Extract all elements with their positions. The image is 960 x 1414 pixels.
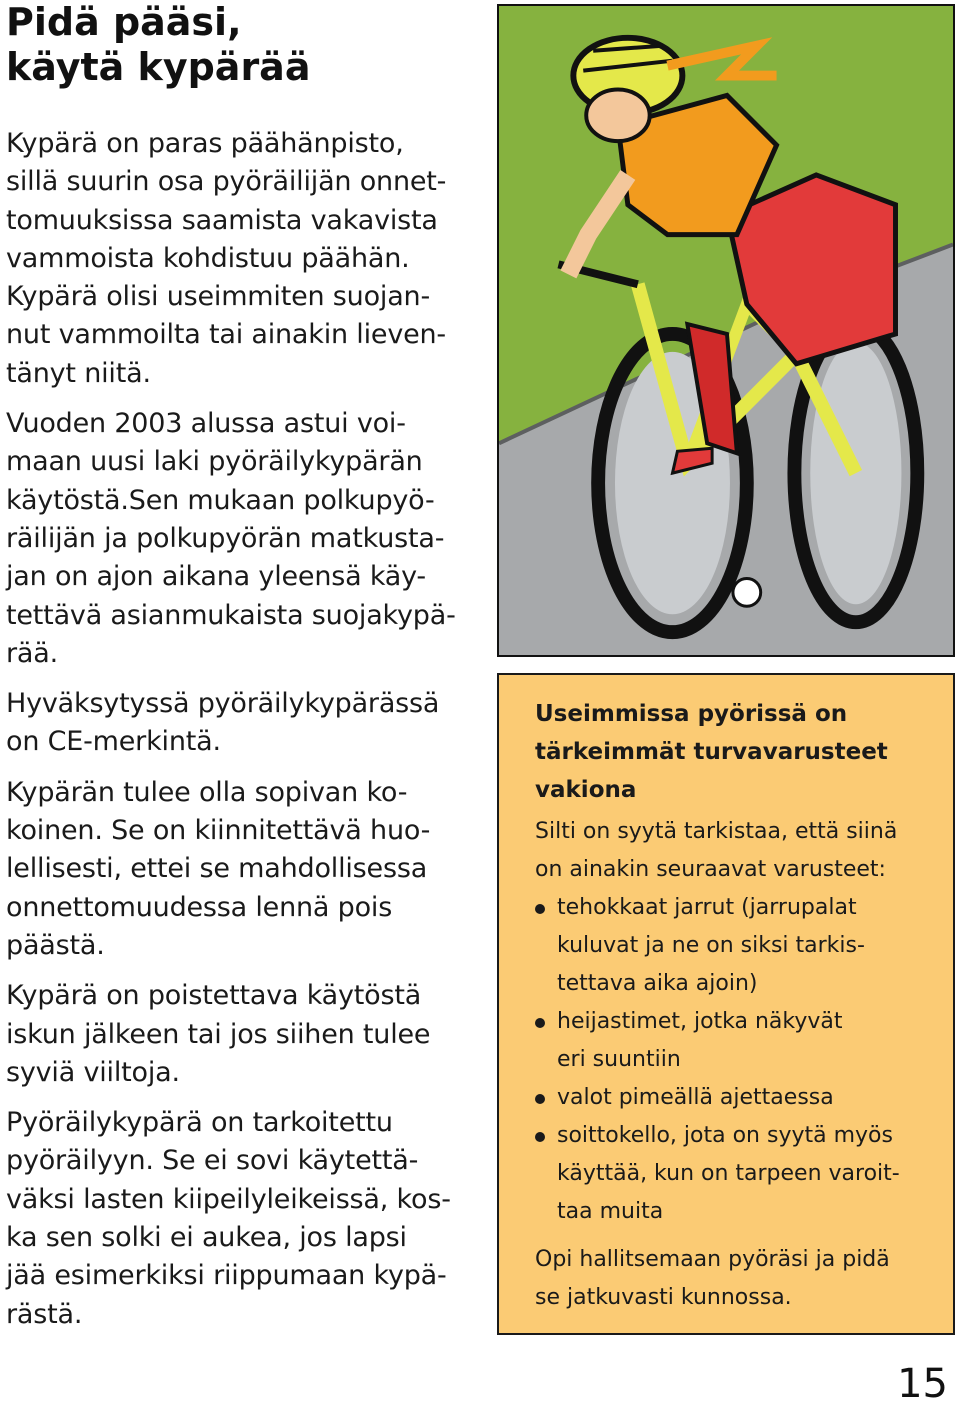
text-line: sillä suurin osa pyöräilijän onnet- (6, 166, 447, 198)
paragraph-law (6, 405, 486, 673)
text-line: taa muita (557, 1199, 664, 1224)
text-line: tomuuksissa saamista vakavista (6, 204, 438, 236)
infobox-heading (535, 695, 933, 809)
text-line: rästä. (6, 1298, 83, 1330)
text-line: soittokello, jota on syytä myös (557, 1123, 893, 1148)
list-item (535, 889, 933, 1003)
text-line: tehokkaat jarrut (jarrupalat (557, 895, 857, 920)
text-line: Kypärä olisi useimmiten suojan- (6, 281, 430, 313)
text-line: Vuoden 2003 alussa astui voi- (6, 408, 406, 440)
infobox-closing (535, 1241, 933, 1317)
text-line: lellisesti, ettei se mahdollisessa (6, 853, 428, 885)
text-line: ka sen solki ei aukea, jos lapsi (6, 1222, 407, 1254)
text-line: koinen. Se on kiinnitettävä huo- (6, 815, 431, 847)
text-line: syviä viiltoja. (6, 1056, 180, 1088)
text-line: käytöstä.Sen mukaan polkupyö- (6, 484, 435, 516)
page-title (6, 0, 486, 90)
heading-line: vakiona (535, 777, 637, 803)
text-line: väksi lasten kiipeilyleikeissä, kos- (6, 1183, 451, 1215)
text-line: iskun jälkeen tai jos siihen tulee (6, 1018, 431, 1050)
text-line: rää. (6, 637, 58, 669)
text-line: on ainakin seuraavat varusteet: (535, 857, 886, 882)
title-line: Pidä pääsi, (6, 0, 242, 44)
article-body (6, 125, 486, 1346)
bullet-icon (535, 1018, 545, 1028)
paragraph-intended-use (6, 1104, 486, 1334)
text-line: eri suuntiin (557, 1047, 681, 1072)
text-line: nut vammoilta tai ainakin lieven- (6, 319, 446, 351)
text-line: tänyt niitä. (6, 357, 151, 389)
safety-equipment-box (497, 673, 955, 1335)
text-line: tettava aika ajoin) (557, 971, 758, 996)
text-line: Opi hallitsemaan pyöräsi ja pidä (535, 1247, 890, 1272)
paragraph-replace (6, 977, 486, 1092)
text-line: Silti on syytä tarkistaa, että siinä (535, 819, 898, 844)
heading-line: Useimmissa pyörissä on (535, 701, 848, 727)
text-line: se jatkuvasti kunnossa. (535, 1285, 792, 1310)
bullet-icon (535, 1132, 545, 1142)
list-item (535, 1003, 933, 1079)
text-line: vammoista kohdistuu päähän. (6, 242, 410, 274)
paragraph-fit (6, 774, 486, 965)
text-line: maan uusi laki pyöräilykypärän (6, 446, 423, 478)
text-line: heijastimet, jotka näkyvät (557, 1009, 843, 1034)
equipment-list (535, 889, 933, 1231)
bullet-icon (535, 904, 545, 914)
paragraph-helmet-benefit (6, 125, 486, 393)
paragraph-ce-marking (6, 685, 486, 762)
text-line: valot pimeällä ajettaessa (557, 1085, 834, 1110)
page-number: 15 (897, 1361, 948, 1407)
text-line: tettävä asianmukaista suojakypä- (6, 599, 456, 631)
text-line: Kypärä on poistettava käytöstä (6, 980, 422, 1012)
text-line: jan on ajon aikana yleensä käy- (6, 561, 426, 593)
text-line: pyöräilyyn. Se ei sovi käytettä- (6, 1145, 419, 1177)
list-item (535, 1117, 933, 1231)
list-item (535, 1079, 933, 1117)
cyclist-drawing (499, 6, 953, 655)
infobox-intro (535, 813, 933, 889)
text-line: Kypärän tulee olla sopivan ko- (6, 776, 408, 808)
title-line: käytä kypärää (6, 45, 311, 89)
bullet-icon (535, 1094, 545, 1104)
text-line: onnettomuudessa lennä pois (6, 891, 393, 923)
text-line: räilijän ja polkupyörän matkusta- (6, 522, 445, 554)
heading-line: tärkeimmät turvavarusteet (535, 739, 888, 765)
text-line: kuluvat ja ne on siksi tarkis- (557, 933, 865, 958)
cyclist-illustration (497, 4, 955, 657)
text-line: Hyväksytyssä pyöräilykypärässä (6, 688, 440, 720)
text-line: on CE-merkintä. (6, 726, 221, 758)
text-line: Kypärä on paras päähänpisto, (6, 128, 404, 159)
text-line: Pyöräilykypärä on tarkoitettu (6, 1107, 393, 1139)
text-line: jää esimerkiksi riippumaan kypä- (6, 1260, 447, 1292)
text-line: päästä. (6, 929, 105, 961)
text-line: käyttää, kun on tarpeen varoit- (557, 1161, 900, 1186)
